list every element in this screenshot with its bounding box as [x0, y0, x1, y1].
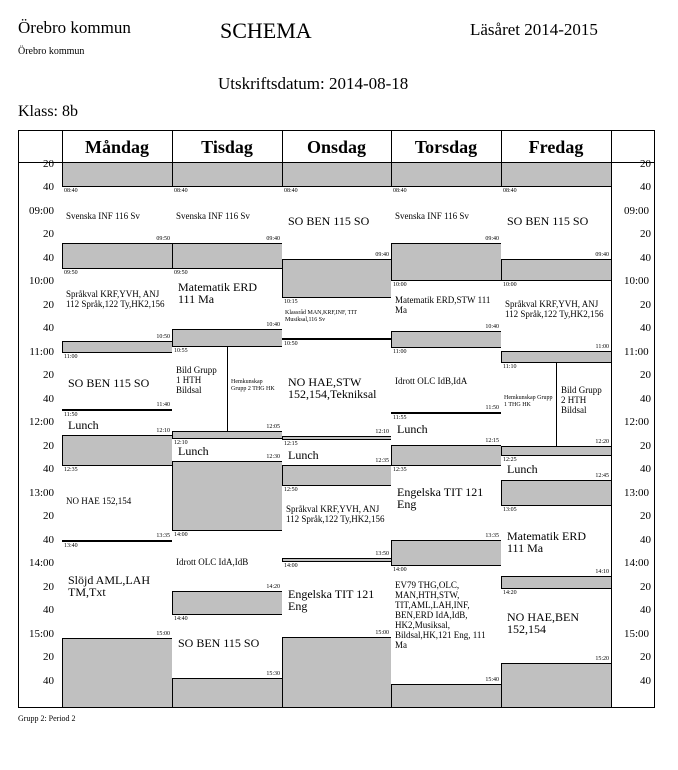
header-divider — [18, 162, 655, 163]
lesson-text: Engelska TIT 121 Eng — [397, 485, 484, 511]
time-label: 15:00 — [624, 628, 650, 640]
time-label: 14:00 — [624, 557, 650, 569]
lesson-block[interactable] — [172, 186, 282, 244]
time-label: 20 — [43, 651, 54, 663]
lesson-block[interactable] — [282, 439, 391, 466]
time-label: 10:00 — [624, 275, 650, 287]
lesson-start-time: 10:00 — [503, 282, 517, 288]
time-label: 13:00 — [28, 487, 54, 499]
time-label: 14:00 — [28, 557, 54, 569]
time-label: 15:00 — [28, 628, 54, 640]
lesson-end-time: 15:00 — [375, 630, 389, 636]
time-label: 20 — [43, 510, 54, 522]
lesson-block[interactable] — [172, 530, 282, 592]
lesson-text: Matematik ERD 111 Ma — [507, 529, 586, 555]
time-label: 09:00 — [28, 205, 54, 217]
lesson-end-time: 09:40 — [375, 252, 389, 258]
lesson-block[interactable] — [391, 565, 501, 685]
lesson-end-time: 12:35 — [375, 458, 389, 464]
lesson-start-time: 08:40 — [284, 188, 298, 194]
lesson-block[interactable] — [501, 505, 611, 577]
lesson-text: Idrott OLC IdB,IdA — [395, 376, 468, 386]
lesson-block[interactable] — [282, 339, 391, 437]
lesson-block[interactable] — [282, 561, 391, 638]
lesson-end-time: 12:45 — [595, 473, 609, 479]
time-label: 40 — [640, 604, 651, 616]
grid-line — [611, 130, 612, 708]
time-label: 20 — [43, 158, 54, 170]
time-label: 20 — [640, 158, 651, 170]
lesson-end-time: 09:40 — [595, 252, 609, 258]
lesson-start-time: 13:40 — [64, 543, 78, 549]
lesson-end-time: 13:50 — [375, 551, 389, 557]
lesson-block[interactable] — [172, 438, 282, 462]
time-label: 40 — [43, 252, 54, 264]
lesson-text: NO HAE,STW 152,154,Tekniksal — [288, 375, 377, 401]
lesson-text: Bild Grupp 1 HTH Bildsal — [176, 365, 217, 395]
lesson-block[interactable] — [391, 465, 501, 541]
time-label: 20 — [43, 369, 54, 381]
lesson-start-time: 12:50 — [284, 487, 298, 493]
lesson-block[interactable] — [391, 347, 501, 413]
time-label: 20 — [640, 651, 651, 663]
lesson-end-time: 15:20 — [595, 656, 609, 662]
lesson-block[interactable] — [391, 413, 501, 446]
lesson-start-time: 08:40 — [393, 188, 407, 194]
time-label: 20 — [43, 581, 54, 593]
lesson-block[interactable] — [62, 410, 172, 436]
lesson-end-time: 15:40 — [485, 677, 499, 683]
time-label: 20 — [43, 299, 54, 311]
time-label: 20 — [640, 228, 651, 240]
time-label: 12:00 — [624, 416, 650, 428]
lesson-start-time: 08:40 — [64, 188, 78, 194]
lesson-end-time: 10:40 — [266, 322, 280, 328]
day-header-friday: Fredag — [528, 137, 584, 157]
lesson-start-time: 12:15 — [284, 441, 298, 447]
lesson-text: NO HAE 152,154 — [66, 496, 132, 506]
lesson-end-time: 15:30 — [266, 671, 280, 677]
lesson-start-time: 11:10 — [503, 364, 517, 370]
lesson-text: Bild Grupp 2 HTH Bildsal — [561, 385, 602, 415]
time-label: 40 — [43, 181, 54, 193]
time-label: 09:00 — [624, 205, 650, 217]
lesson-block[interactable] — [501, 280, 611, 352]
time-label: 40 — [43, 534, 54, 546]
time-label: 40 — [43, 393, 54, 405]
lesson-text: SO BEN 115 SO — [507, 214, 589, 228]
lesson-start-time: 09:50 — [174, 270, 188, 276]
lesson-start-time: 14:00 — [284, 563, 298, 569]
lesson-start-time: 14:40 — [174, 616, 188, 622]
lesson-text: Lunch — [178, 444, 209, 458]
lesson-block[interactable] — [62, 186, 172, 244]
lesson-end-time: 13:35 — [156, 533, 170, 539]
lesson-start-time: 08:40 — [174, 188, 188, 194]
lesson-block[interactable] — [501, 186, 611, 260]
page-title: SCHEMA — [220, 18, 312, 43]
lesson-block[interactable] — [501, 362, 556, 447]
lesson-text: Lunch — [507, 462, 538, 476]
school-name: Örebro kommun — [18, 18, 131, 37]
lesson-block[interactable] — [282, 485, 391, 559]
time-label: 40 — [640, 252, 651, 264]
lesson-end-time: 13:35 — [485, 533, 499, 539]
lesson-end-time: 14:20 — [266, 584, 280, 590]
time-label: 40 — [640, 393, 651, 405]
lesson-text: Språkval KRF,YVH, ANJ 112 Språk,122 Ty,HK2,156 — [66, 289, 165, 309]
time-label: 40 — [43, 322, 54, 334]
lesson-block[interactable] — [391, 186, 501, 244]
lesson-text: Lunch — [288, 448, 319, 462]
lesson-text: Språkval KRF,YVH, ANJ 112 Språk,122 Ty,HK2,156 — [505, 299, 604, 319]
lesson-text: Lunch — [397, 422, 428, 436]
lesson-start-time: 12:25 — [503, 457, 517, 463]
lesson-block[interactable] — [62, 268, 172, 342]
time-label: 40 — [640, 534, 651, 546]
class-label: Klass: 8b — [18, 103, 78, 120]
lesson-block[interactable] — [282, 186, 391, 260]
lesson-start-time: 10:50 — [284, 341, 298, 347]
time-label: 20 — [640, 510, 651, 522]
lesson-end-time: 15:00 — [156, 631, 170, 637]
lesson-block[interactable] — [556, 362, 611, 447]
lesson-start-time: 09:50 — [64, 270, 78, 276]
lesson-text: Hemkunskap Grupp 1 THG HK — [504, 395, 553, 408]
time-label: 20 — [640, 369, 651, 381]
lesson-start-time: 12:35 — [393, 467, 407, 473]
lesson-end-time: 10:50 — [156, 334, 170, 340]
lesson-start-time: 12:35 — [64, 467, 78, 473]
day-header-thursday: Torsdag — [414, 137, 478, 157]
time-label: 40 — [640, 181, 651, 193]
lesson-end-time: 11:50 — [485, 405, 499, 411]
lesson-block[interactable] — [62, 352, 172, 410]
lesson-text: Hemkunskap Grupp 2 THG HK — [231, 379, 275, 392]
time-label: 10:00 — [28, 275, 54, 287]
time-label: 20 — [640, 440, 651, 452]
lesson-end-time: 12:10 — [156, 428, 170, 434]
time-label: 12:00 — [28, 416, 54, 428]
lesson-end-time: 12:20 — [595, 439, 609, 445]
lesson-text: NO HAE,BEN 152,154 — [507, 610, 579, 636]
lesson-start-time: 08:40 — [503, 188, 517, 194]
lesson-start-time: 13:05 — [503, 507, 517, 513]
time-label: 20 — [640, 299, 651, 311]
lesson-block[interactable] — [62, 465, 172, 541]
lesson-start-time: 10:55 — [174, 348, 188, 354]
time-label: 20 — [640, 581, 651, 593]
lesson-start-time: 12:10 — [174, 440, 188, 446]
school-year: Läsåret 2014-2015 — [470, 20, 598, 39]
lesson-text: Svenska INF 116 Sv — [395, 211, 469, 221]
school-subtitle: Örebro kommun — [18, 46, 85, 57]
lesson-text: Matematik ERD 111 Ma — [178, 280, 257, 306]
lesson-start-time: 11:00 — [393, 349, 407, 355]
lesson-block[interactable] — [227, 346, 282, 432]
lesson-end-time: 12:15 — [485, 438, 499, 444]
footnote: Grupp 2: Period 2 — [18, 714, 76, 723]
day-header-monday: Måndag — [84, 137, 149, 157]
lesson-end-time: 09:50 — [156, 236, 170, 242]
time-label: 40 — [640, 675, 651, 687]
time-label: 11:00 — [29, 346, 54, 358]
lesson-text: Språkval KRF,YVH, ANJ 112 Språk,122 Ty,HK2,156 — [286, 504, 385, 524]
lesson-start-time: 11:55 — [393, 415, 407, 421]
lesson-text: SO BEN 115 SO — [68, 376, 150, 390]
time-label: 40 — [640, 463, 651, 475]
time-label: 20 — [43, 440, 54, 452]
lesson-block[interactable] — [501, 588, 611, 664]
lesson-block[interactable] — [172, 346, 227, 432]
lesson-block[interactable] — [501, 455, 611, 481]
lesson-text: SO BEN 115 SO — [288, 214, 370, 228]
lesson-start-time: 14:20 — [503, 590, 517, 596]
lesson-end-time: 09:40 — [266, 236, 280, 242]
lesson-end-time: 11:00 — [595, 344, 609, 350]
lesson-text: Slöjd AML,LAH TM,Txt — [68, 573, 151, 599]
time-label: 20 — [43, 228, 54, 240]
time-label: 40 — [640, 322, 651, 334]
lesson-text: Matematik ERD,STW 111 Ma — [395, 295, 491, 315]
lesson-end-time: 12:10 — [375, 429, 389, 435]
lesson-text: EV79 THG,OLC, MAN,HTH,STW, TIT,AML,LAH,INF, BEN,ERD IdA,IdB, HK2,Musiksal, Bildsal,HK,121 Eng, 111 Ma — [395, 580, 486, 650]
day-header-wednesday: Onsdag — [306, 137, 367, 157]
lesson-start-time: 11:00 — [64, 354, 78, 360]
lesson-start-time: 11:50 — [64, 412, 78, 418]
lesson-start-time: 14:00 — [174, 532, 188, 538]
time-label: 13:00 — [624, 487, 650, 499]
lesson-block[interactable] — [282, 297, 391, 339]
lesson-text: Lunch — [68, 418, 99, 432]
time-label: 40 — [43, 675, 54, 687]
lesson-text: Engelska TIT 121 Eng — [288, 587, 375, 613]
lesson-end-time: 09:40 — [485, 236, 499, 242]
lesson-text: SO BEN 115 SO — [178, 636, 260, 650]
lesson-end-time: 10:40 — [485, 324, 499, 330]
lesson-text: Svenska INF 116 Sv — [176, 211, 250, 221]
lesson-text: Svenska INF 116 Sv — [66, 211, 140, 221]
time-label: 40 — [43, 604, 54, 616]
time-label: 11:00 — [624, 346, 649, 358]
lesson-block[interactable] — [62, 541, 172, 639]
lesson-start-time: 10:15 — [284, 299, 298, 305]
lesson-end-time: 12:05 — [266, 424, 280, 430]
lesson-text: Klassråd MAN,KRF,INF, TIT Musiksal,116 Sv — [285, 310, 357, 323]
lesson-end-time: 12:30 — [266, 454, 280, 460]
lesson-block[interactable] — [391, 280, 501, 332]
day-header-tuesday: Tisdag — [201, 137, 253, 157]
lesson-text: Idrott OLC IdA,IdB — [176, 557, 249, 567]
lesson-end-time: 14:10 — [595, 569, 609, 575]
time-label: 40 — [43, 463, 54, 475]
lesson-end-time: 11:40 — [156, 402, 170, 408]
lesson-start-time: 10:00 — [393, 282, 407, 288]
lesson-start-time: 14:00 — [393, 567, 407, 573]
print-date: Utskriftsdatum: 2014-08-18 — [218, 74, 409, 93]
lesson-block[interactable] — [172, 614, 282, 679]
lesson-block[interactable] — [172, 268, 282, 330]
